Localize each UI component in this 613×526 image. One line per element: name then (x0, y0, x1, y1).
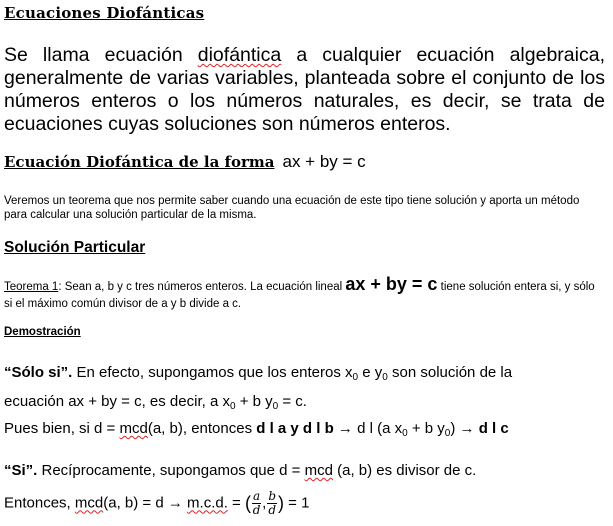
subheading-solucion-particular: Solución Particular (4, 239, 146, 256)
section-heading: Ecuación Diofántica de la forma ax + by = c (4, 152, 366, 171)
proof-label: Demostración (4, 326, 81, 338)
proof-line-4: “Si”. Recíprocamente, supongamos que d = mcd (a, b) es divisor de c. (4, 462, 477, 479)
proof-line-2: ecuación ax + by = c, es decir, a $x_0 + b$ $y_0 = c$. (4, 393, 307, 412)
theorem-1: Teorema 1: Sean a, b y c tres números enteros. La ecuación lineal ax + by = c tiene solución entera si, y sólo si el máximo común divisor de a y b divide a c. (4, 274, 595, 310)
heading-formula: ax + by = c (282, 152, 366, 171)
fraction-a-over-d: $\frac{a}{d}$ (252, 489, 261, 517)
proof-line-1: “Sólo si”. En efecto, supongamos que los enteros $x_0$ e $y_0$ son solución de la (4, 364, 513, 383)
arrow-icon: → (163, 494, 188, 512)
proof-line-3: Pues bien, si d = mcd(a, b), entonces d l a y d l b → d l (a $x_0 + b$ $y_0) \to d$ l c (4, 420, 509, 439)
page-title: Ecuaciones Diofánticas (4, 4, 205, 22)
arrow-icon: → (333, 420, 358, 437)
section-intro: Veremos un teorema que nos permite saber cuando una ecuación de este tipo tiene solución y aporta un método para calcular una solución particular de la misma. (4, 195, 580, 221)
term-diofantica: diofántica (197, 44, 282, 66)
proof-line-5: Entonces, mcd(a, b) = d → m.c.d. = ( $\frac{a}{d}$ , $\frac{b}{d}$ ) = 1 (4, 489, 310, 517)
arrow-icon: → (455, 420, 479, 437)
theorem-label: Teorema 1 (4, 281, 59, 293)
theorem-equation: ax + by = c (345, 274, 438, 294)
fraction-b-over-d: $\frac{b}{d}$ (268, 489, 276, 517)
intro-paragraph: Se llama ecuación diofántica a cualquier ecuación algebraica, generalmente de varias variables, planteada sobre el conjunto de los números enteros o los números naturales, es decir, se trata de ecuaciones cuyas soluciones son números enteros. (4, 44, 605, 135)
